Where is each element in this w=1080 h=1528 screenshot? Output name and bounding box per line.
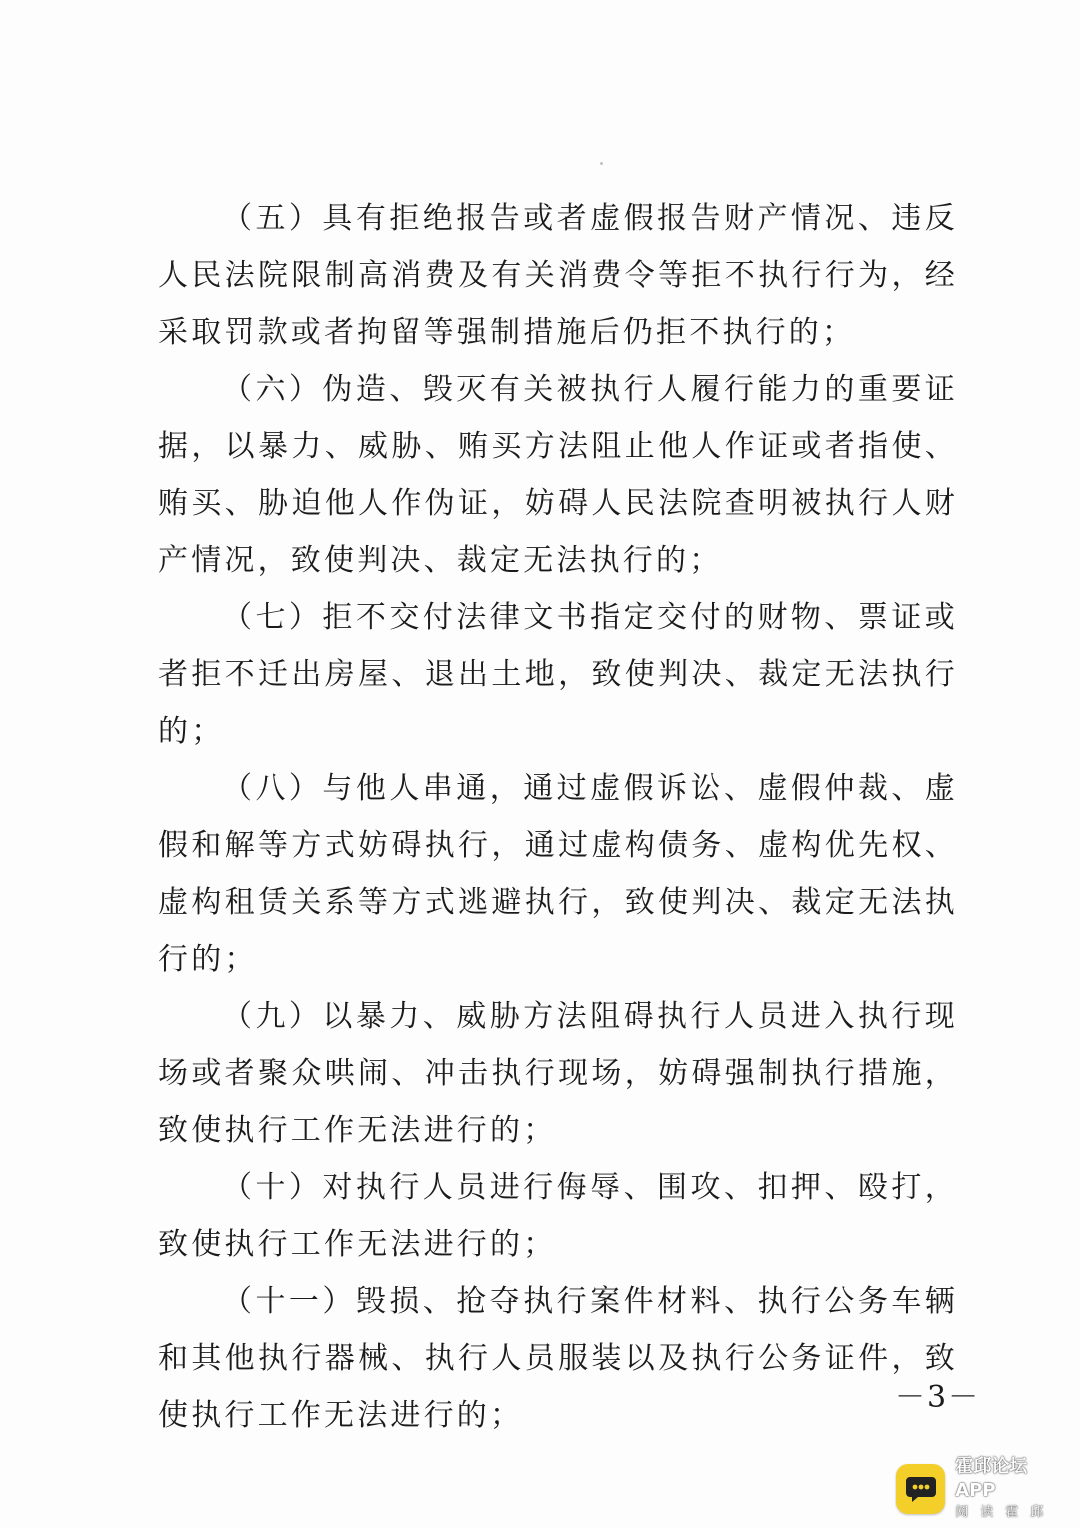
chat-bubble-icon: [896, 1464, 945, 1514]
paragraph-5: （五）具有拒绝报告或者虚假报告财产情况、违反人民法院限制高消费及有关消费令等拒不执行行为，经采取罚款或者拘留等强制措施后仍拒不执行的；: [158, 201, 958, 350]
watermark-title: 霍邱论坛APP: [955, 1456, 1028, 1501]
paragraph-11: （十一）毁损、抢夺执行案件材料、执行公务车辆和其他执行器械、执行人员服装以及执行公务证件，致使执行工作无法进行的；: [158, 1284, 958, 1433]
paragraph-8: （八）与他人串通，通过虚假诉讼、虚假仲裁、虚假和解等方式妨碍执行，通过虚构债务、虚构优先权、虚构租赁关系等方式逃避执行，致使判决、裁定无法执行的；: [158, 771, 958, 977]
page-number: －3－: [895, 1380, 981, 1415]
document-body: [158, 190, 958, 1444]
scan-speck: [600, 162, 603, 165]
paragraph-6: （六）伪造、毁灭有关被执行人履行能力的重要证据，以暴力、威胁、贿买方法阻止他人作证或者指使、贿买、胁迫他人作伪证，妨碍人民法院查明被执行人财产情况，致使判决、裁定无法执行的；: [158, 372, 958, 578]
watermark-subtitle: 阅读霍邱: [955, 1505, 1056, 1520]
paragraph-10: （十）对执行人员进行侮辱、围攻、扣押、殴打，致使执行工作无法进行的；: [158, 1170, 958, 1262]
watermark-text: [955, 1455, 1066, 1523]
paragraph-7: （七）拒不交付法律文书指定交付的财物、票证或者拒不迁出房屋、退出土地，致使判决、裁定无法执行的；: [158, 600, 958, 749]
paragraph-9: （九）以暴力、威胁方法阻碍执行人员进入执行现场或者聚众哄闹、冲击执行现场，妨碍强制执行措施，致使执行工作无法进行的；: [158, 999, 958, 1148]
app-watermark: [896, 1456, 1066, 1520]
